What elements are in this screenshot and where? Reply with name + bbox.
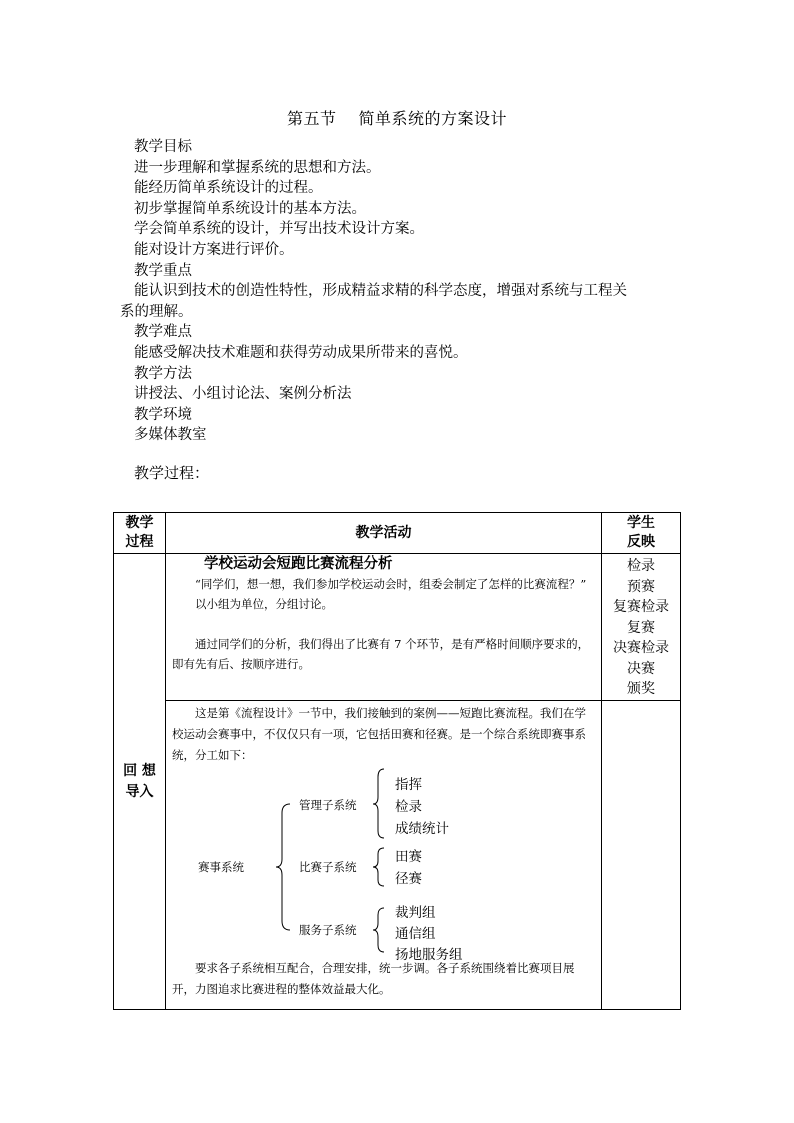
heading-methods: 教学方法 xyxy=(134,365,192,382)
feedback-item: 预赛 xyxy=(627,578,655,595)
service-brace xyxy=(373,908,384,952)
leaf-item: 径赛 xyxy=(395,871,422,887)
difficulty-line: 能感受解决技术难题和获得劳动成果所带来的喜悦。 xyxy=(134,344,468,361)
heading-difficulties: 教学难点 xyxy=(134,324,192,341)
methods-line: 讲授法、小组讨论法、案例分析法 xyxy=(134,386,352,403)
teaching-process-table xyxy=(113,512,681,1010)
process-heading: 教学过程： xyxy=(134,464,210,482)
management-brace xyxy=(373,769,384,838)
page-title xyxy=(0,106,794,129)
objective-line: 进一步理解和掌握系统的思想和方法。 xyxy=(134,159,381,176)
feedback-item: 决赛检录 xyxy=(613,640,669,656)
leaf-item: 指挥 xyxy=(395,777,422,793)
heading-key-points: 教学重点 xyxy=(134,262,192,279)
header-process: 教学 过程 xyxy=(114,513,166,554)
key-point-line-continued: 系的理解。 xyxy=(120,303,193,320)
subsystem-label: 服务子系统 xyxy=(299,923,357,937)
feedback-item: 颁奖 xyxy=(627,681,655,697)
activity-paragraph: 要求各子系统相互配合，合理安排，统一步调。各子系统围绕着比赛项目展开，力图追求比赛进程的整体效益最大化。 xyxy=(172,961,575,996)
leaf-item: 通信组 xyxy=(395,926,436,942)
root-system-label: 赛事系统 xyxy=(198,860,244,874)
key-point-line: 能认识到技术的创造性特性，形成精益求精的科学态度，增强对系统与工程关 xyxy=(134,283,627,300)
objective-line: 初步掌握简单系统设计的基本方法。 xyxy=(134,200,366,217)
leaf-item: 田赛 xyxy=(395,849,422,865)
root-brace xyxy=(276,804,290,930)
activity-cell-race-analysis xyxy=(166,554,602,701)
feedback-item: 复赛检录 xyxy=(613,599,669,615)
title-text: 简单系统的方案设计 xyxy=(358,109,508,128)
heading-objectives: 教学目标 xyxy=(134,139,192,155)
subsystem-label: 比赛子系统 xyxy=(299,860,357,874)
feedback-cell xyxy=(602,554,681,701)
activity-cell-system-breakdown xyxy=(166,701,602,1010)
leaf-item: 成绩统计 xyxy=(395,821,449,837)
lesson-overview xyxy=(120,137,680,446)
subsystem-label: 管理子系统 xyxy=(299,798,357,812)
header-activity: 教学活动 xyxy=(166,513,602,554)
leaf-item: 裁判组 xyxy=(395,905,436,921)
activity-paragraph: 这是第《流程设计》一节中，我们接触到的案例——短跑比赛流程。我们在学校运动会赛事中，不仅仅只有一项，它包括田赛和径赛。是一个综合系统即赛事系统，分工如下： xyxy=(172,706,586,762)
feedback-item: 决赛 xyxy=(627,660,655,677)
feedback-cell-empty xyxy=(602,701,681,1010)
leaf-item: 扬地服务组 xyxy=(395,947,463,963)
phase-cell: 回 想 导入 xyxy=(114,554,166,1010)
environment-line: 多媒体教室 xyxy=(134,427,207,444)
activity-paragraph: 通过同学们的分析，我们得出了比赛有 7 个环节，是有严格时间顺序要求的，即有先有后、按顺序进行。 xyxy=(172,637,590,671)
activity-subtitle: 学校运动会短跑比赛流程分析 xyxy=(204,555,393,572)
feedback-item: 检录 xyxy=(627,558,655,574)
leaf-item: 检录 xyxy=(395,799,422,815)
heading-environment: 教学环境 xyxy=(134,406,192,423)
competition-brace xyxy=(373,848,384,886)
objective-line: 能对设计方案进行评价。 xyxy=(134,241,294,258)
header-feedback: 学生 反映 xyxy=(602,513,681,554)
activity-paragraph: 以小组为单位，分组讨论。 xyxy=(195,597,333,611)
title-section-number: 第五节 xyxy=(286,109,337,128)
objective-line: 能经历简单系统设计的过程。 xyxy=(134,180,323,197)
objective-line: 学会简单系统的设计，并写出技术设计方案。 xyxy=(134,221,424,238)
feedback-item: 复赛 xyxy=(627,619,655,636)
activity-paragraph: “同学们，想一想，我们参加学校运动会时，组委会制定了怎样的比赛流程？” xyxy=(195,577,587,591)
